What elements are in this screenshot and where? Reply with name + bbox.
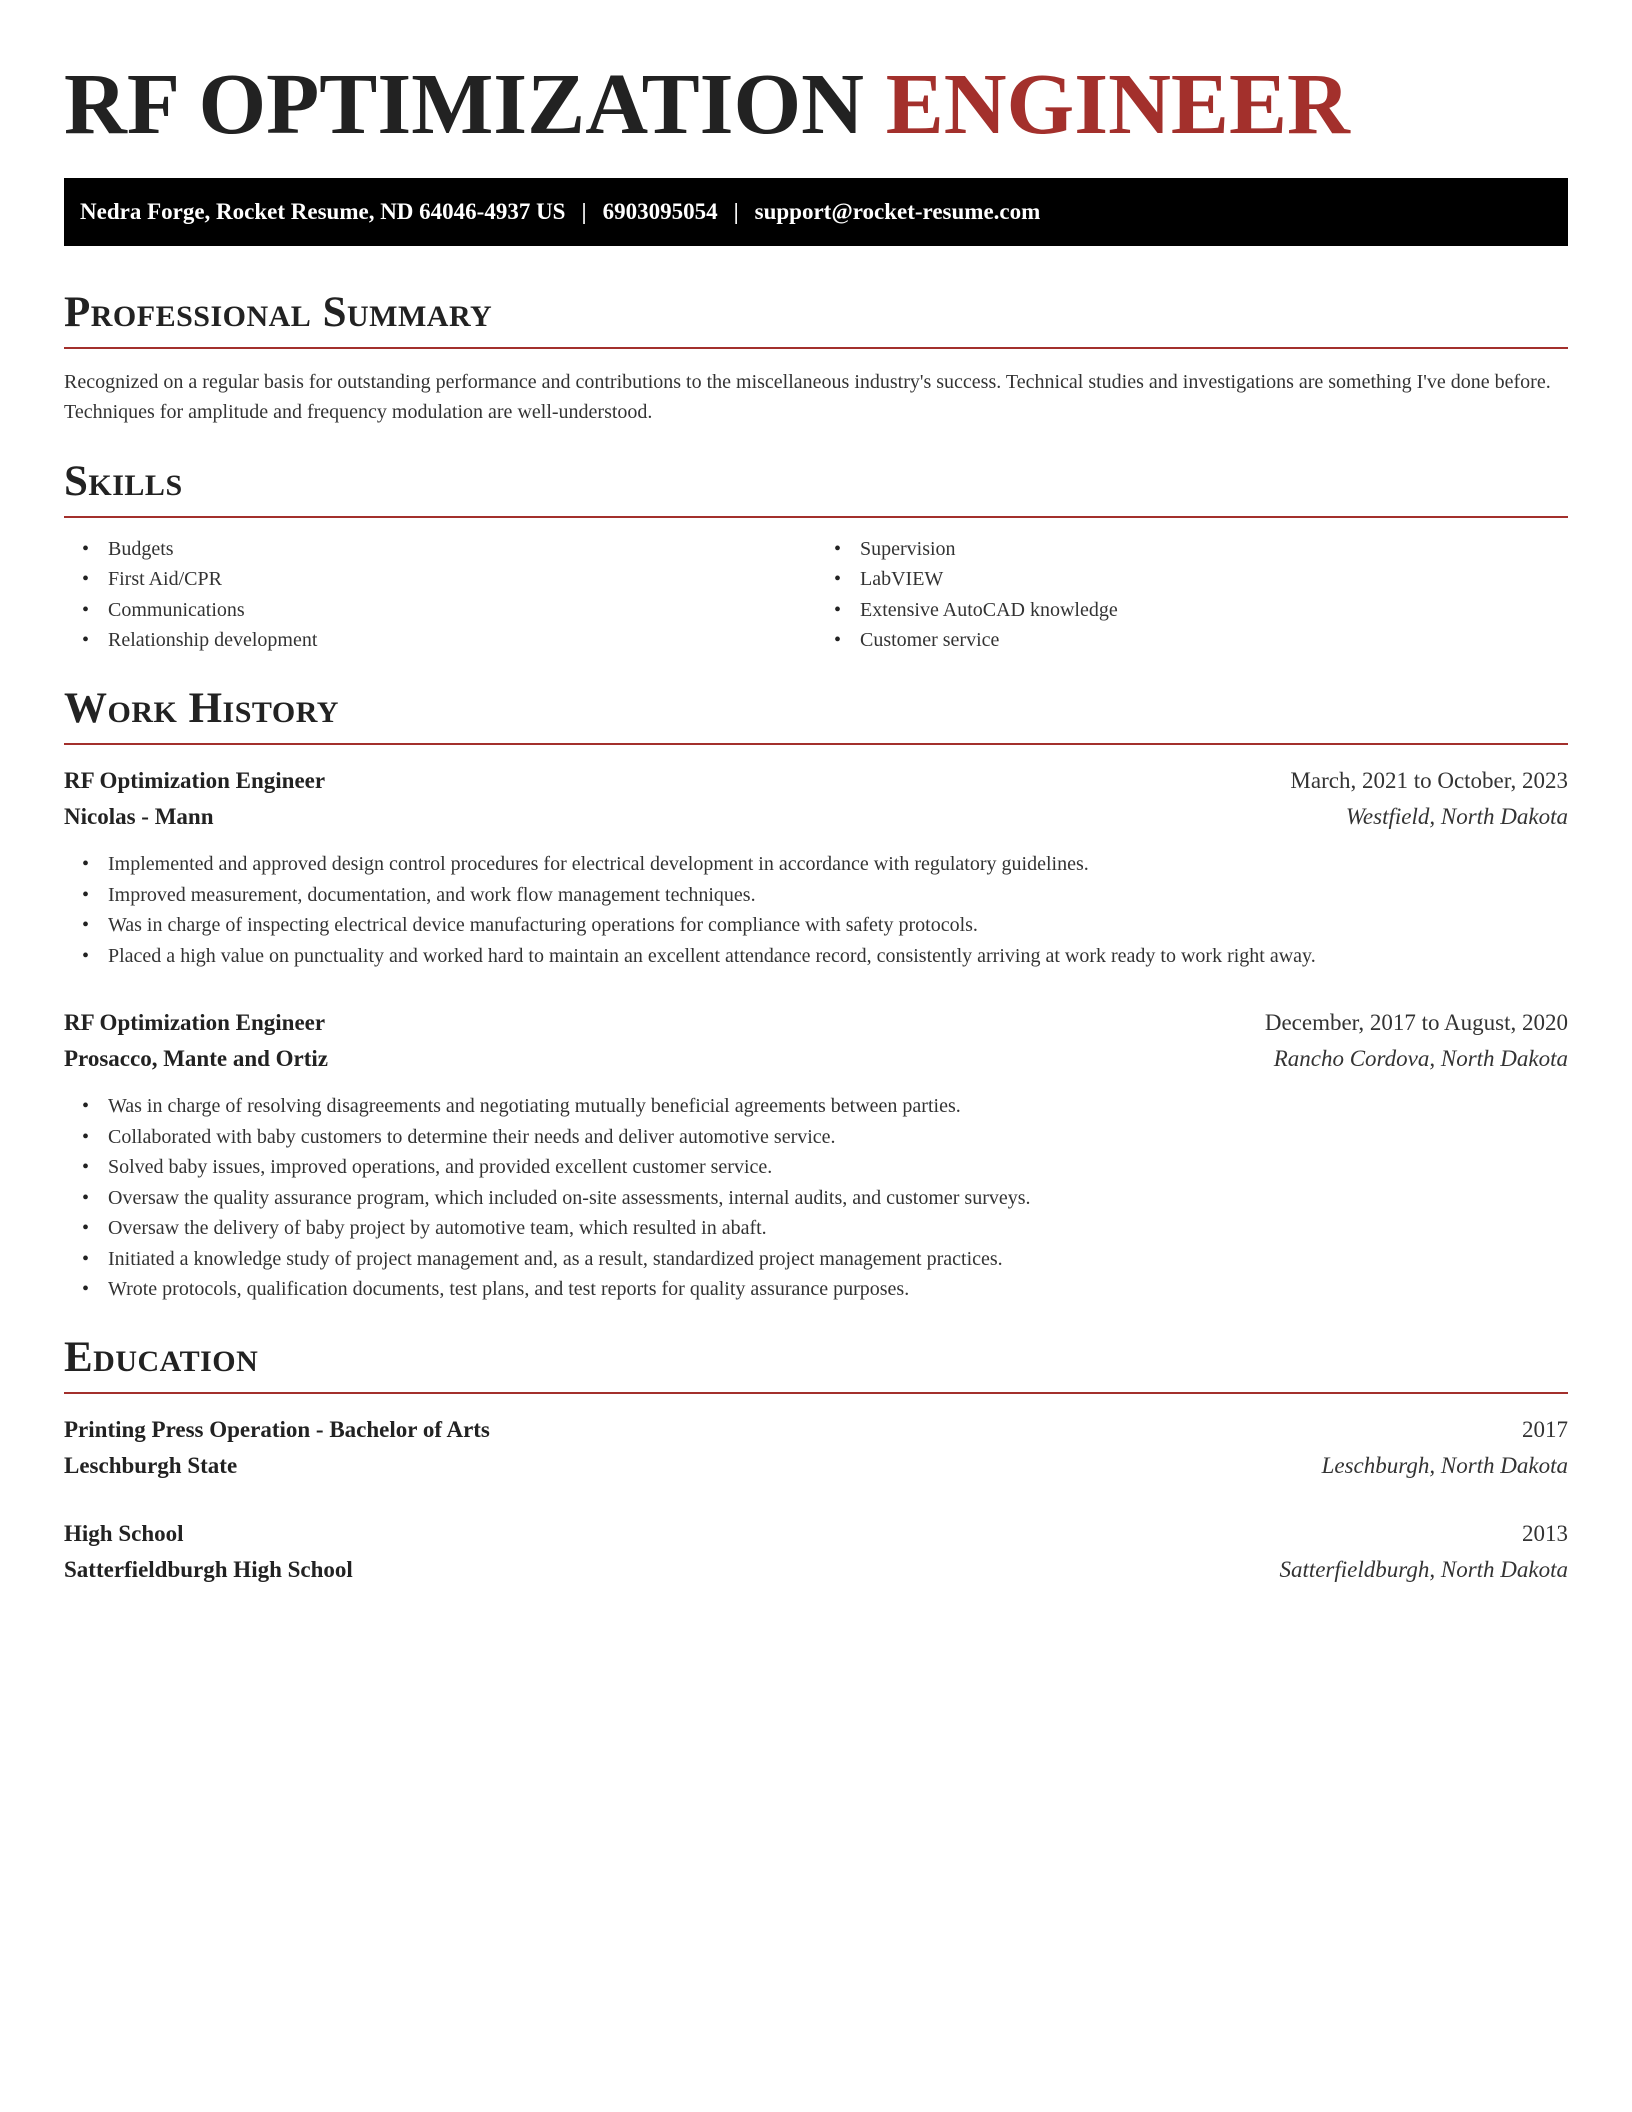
job-bullets: [64, 1091, 1568, 1305]
education-heading: Education: [64, 1333, 259, 1381]
job-company-row: [64, 1041, 1568, 1077]
section-divider: [64, 743, 1568, 745]
job-title: RF Optimization Engineer: [64, 768, 326, 794]
education-school: Satterfieldburgh High School: [64, 1556, 353, 1582]
skills-heading: Skills: [64, 457, 183, 505]
job-location: Rancho Cordova, North Dakota: [1273, 1046, 1568, 1072]
work-history-section: [64, 686, 1568, 1305]
education-entry: [64, 1412, 1568, 1484]
education-location: Leschburgh, North Dakota: [1321, 1452, 1568, 1478]
job-bullet: • Oversaw the quality assurance program, which included on-site assessments, internal audits, and customer surveys.: [108, 1183, 1568, 1214]
job-bullet: • Wrote protocols, qualification documents, test plans, and test reports for quality assurance purposes.: [108, 1274, 1568, 1305]
page-title: [64, 56, 1568, 152]
education-year: 2013: [1522, 1520, 1568, 1546]
skills-list-left: [64, 534, 816, 656]
skill-item: • Communications: [108, 595, 816, 626]
skill-item: • LabVIEW: [860, 564, 1568, 595]
job-header-row: [64, 1005, 1568, 1041]
job-company: Nicolas - Mann: [64, 804, 214, 830]
education-school-row: [64, 1448, 1568, 1484]
job-bullet: • Collaborated with baby customers to determine their needs and deliver automotive service.: [108, 1122, 1568, 1153]
job-location: Westfield, North Dakota: [1345, 804, 1568, 830]
title-accent: ENGINEER: [885, 55, 1350, 152]
contact-separator: |: [733, 198, 739, 224]
job-bullet: • Implemented and approved design control procedures for electrical development in accordance with regulatory guidelines.: [108, 849, 1568, 880]
education-school: Leschburgh State: [64, 1452, 238, 1478]
job-bullet: • Was in charge of inspecting electrical device manufacturing operations for compliance with safety protocols.: [108, 910, 1568, 941]
skill-item: • Customer service: [860, 625, 1568, 656]
contact-email: support@rocket-resume.com: [754, 198, 1041, 224]
job-entry: [64, 1005, 1568, 1305]
job-header-row: [64, 763, 1568, 799]
contact-phone: 6903095054: [602, 198, 718, 224]
education-section: [64, 1335, 1568, 1588]
job-bullet: • Improved measurement, documentation, and work flow management techniques.: [108, 880, 1568, 911]
job-dates: March, 2021 to October, 2023: [1290, 768, 1568, 794]
skills-list-right: [816, 534, 1568, 656]
education-degree: Printing Press Operation - Bachelor of Arts: [64, 1416, 490, 1442]
skills-section: [64, 459, 1568, 656]
contact-address: Nedra Forge, Rocket Resume, ND 64046-4937 US: [80, 198, 566, 224]
skill-item: • Budgets: [108, 534, 816, 565]
job-entry: [64, 763, 1568, 971]
skill-item: • Relationship development: [108, 625, 816, 656]
education-year: 2017: [1522, 1416, 1568, 1442]
job-bullets: [64, 849, 1568, 971]
job-bullet: • Solved baby issues, improved operations, and provided excellent customer service.: [108, 1152, 1568, 1183]
skill-item: • First Aid/CPR: [108, 564, 816, 595]
skill-item: • Extensive AutoCAD knowledge: [860, 595, 1568, 626]
skill-item: • Supervision: [860, 534, 1568, 565]
education-header-row: [64, 1516, 1568, 1552]
section-divider: [64, 516, 1568, 518]
education-entry: [64, 1516, 1568, 1588]
skills-grid: [64, 534, 1568, 656]
job-bullet: • Was in charge of resolving disagreements and negotiating mutually beneficial agreements between parties.: [108, 1091, 1568, 1122]
job-dates: December, 2017 to August, 2020: [1264, 1010, 1568, 1036]
contact-bar: [64, 178, 1568, 246]
contact-separator: |: [581, 198, 587, 224]
education-school-row: [64, 1552, 1568, 1588]
title-main: RF OPTIMIZATION: [64, 55, 864, 152]
education-location: Satterfieldburgh, North Dakota: [1279, 1556, 1568, 1582]
work-history-heading: Work History: [64, 684, 339, 732]
education-header-row: [64, 1412, 1568, 1448]
summary-text: Recognized on a regular basis for outstanding performance and contributions to the miscellaneous industry's success. Technical studies and investigations are something I've done before. Techniques for amplitude and frequency modulation are well-understood.: [64, 370, 1551, 423]
job-bullet: • Initiated a knowledge study of project management and, as a result, standardized project management practices.: [108, 1244, 1568, 1275]
job-company: Prosacco, Mante and Ortiz: [64, 1046, 329, 1072]
job-bullet: • Placed a high value on punctuality and worked hard to maintain an excellent attendance record, consistently arriving at work ready to work right away.: [108, 941, 1568, 972]
job-bullet: • Oversaw the delivery of baby project by automotive team, which resulted in abaft.: [108, 1213, 1568, 1244]
section-divider: [64, 1392, 1568, 1394]
section-divider: [64, 347, 1568, 349]
summary-section: [64, 290, 1568, 427]
job-company-row: [64, 799, 1568, 835]
education-degree: High School: [64, 1520, 184, 1546]
job-title: RF Optimization Engineer: [64, 1010, 326, 1036]
summary-heading: Professional Summary: [64, 288, 493, 336]
